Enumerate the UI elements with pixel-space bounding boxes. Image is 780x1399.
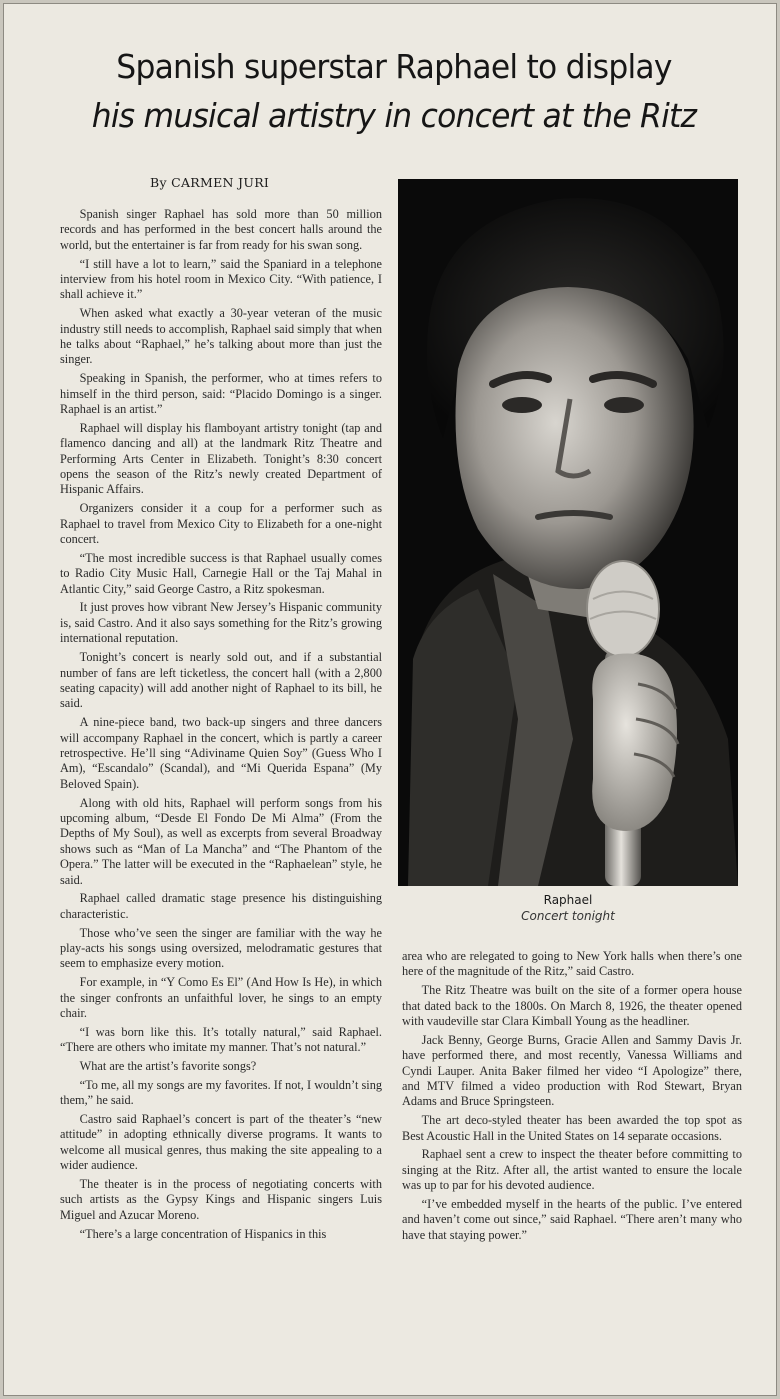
article-paragraph: A nine-piece band, two back-up singers and three dancers will accompany Raphael in the concert, which is partly a career retrospective. He’ll sing “Adiviname Quien Soy” (Guess Who I Am), “Escandalo” (Scandal), and “Mi Querida Espana” (My Beloved Spain). — [60, 715, 382, 791]
article-paragraph: For example, in “Y Como Es El” (And How Is He), in which the singer confronts an unfaithful lover, he sings to an empty chair. — [60, 975, 382, 1020]
article-paragraph: The Ritz Theatre was built on the site of a former opera house that dated back to the 1800s. On March 8, 1926, the theater opened with vaudeville star Clara Kimball Young as the headliner. — [402, 983, 742, 1029]
article-paragraph: It just proves how vibrant New Jersey’s Hispanic community is, said Castro. And it also says something for the Ritz’s growing international reputation. — [60, 600, 382, 646]
article-paragraph: Along with old hits, Raphael will perform songs from his upcoming album, “Desde El Fondo De Mi Alma” (From the Depths of My Soul), as well as excerpts from several Broadway shows such as “Man of La Mancha” and “The Phantom of the Opera.” The latter will be executed in the “Raphaelean” style, he said. — [60, 795, 382, 887]
raphael-portrait-image — [398, 179, 738, 886]
article-paragraph: Spanish singer Raphael has sold more than 50 million records and has performed in the best concert halls around the world, but the entertainer is far from ready for his swan song. — [60, 207, 382, 252]
caption-name: Raphael — [543, 893, 593, 907]
headline — [43, 42, 746, 140]
article-paragraph: “There’s a large concentration of Hispanics in this — [79, 1226, 327, 1241]
article-column-left — [60, 207, 382, 1245]
article-column-right — [402, 949, 742, 1247]
article-paragraph: Raphael called dramatic stage presence his distinguishing characteristic. — [60, 891, 382, 921]
caption-subtitle: Concert tonight — [521, 909, 615, 923]
article-paragraph: area who are relegated to going to New York halls when there’s one here of the magnitude of the Ritz,” said Castro. — [402, 949, 742, 979]
article-paragraph: Tonight’s concert is nearly sold out, and if a substantial number of fans are left ticketless, the concert hall (with a 2,800 seating capacity) will add another night of Raphael to its bill, he said. — [60, 650, 382, 711]
article-paragraph: “The most incredible success is that Raphael usually comes to Radio City Music Hall, Carnegie Hall or the Taj Mahal in Atlantic City,” said George Castro, a Ritz spokesman. — [60, 550, 382, 596]
article-paragraph: Organizers consider it a coup for a performer such as Raphael to travel from Mexico City to Elizabeth for a one-night concert. — [60, 501, 382, 547]
article-paragraph: The art deco-styled theater has been awarded the top spot as Best Acoustic Hall in the United States on 14 separate occasions. — [402, 1113, 742, 1143]
headline-line-1: Spanish superstar Raphael to display — [116, 47, 672, 86]
newspaper-page — [3, 3, 777, 1396]
raphael-photo — [398, 179, 738, 886]
byline: By CARMEN JURI — [150, 175, 270, 190]
article-paragraph: When asked what exactly a 30-year veteran of the music industry still needs to accomplish, Raphael said simply that when he talks about “Raphael,” he’s talking about more than just the singer. — [60, 306, 382, 367]
article-paragraph: What are the artist’s favorite songs? — [79, 1058, 257, 1073]
article-paragraph: “I’ve embedded myself in the hearts of the public. I’ve entered and haven’t come out since,” said Raphael. “There aren’t many who have that staying power.” — [402, 1197, 742, 1242]
article-paragraph: Castro said Raphael’s concert is part of the theater’s “new attitude” in adopting ethnically diverse programs. It wants to welcome all musical genres, thus making the site appealing to a wider audience. — [60, 1111, 382, 1173]
article-paragraph: Jack Benny, George Burns, Gracie Allen and Sammy Davis Jr. have performed there, and most recently, Vanessa Williams and Cyndi Lauper. Anita Baker filmed her video “I Apologize” there, and MTV filmed a video production with Rod Stewart, Bryan Adams and Bruce Springsteen. — [402, 1032, 742, 1109]
photo-caption — [398, 892, 738, 924]
article-paragraph: “To me, all my songs are my favorites. If not, I wouldn’t sing them,” he said. — [60, 1077, 382, 1108]
headline-line-2: his musical artistry in concert at the Ritz — [91, 96, 697, 135]
article-paragraph: “I was born like this. It’s totally natural,” said Raphael. “There are others who imitate my manner. That’s not natural.” — [60, 1024, 382, 1055]
article-paragraph: Raphael will display his flamboyant artistry tonight (tap and flamenco dancing and all) at the landmark Ritz Theatre and Performing Arts Center in Elizabeth. Tonight’s 8:30 concert opens the season of the Ritz’s newly created Department of Hispanic Affairs. — [60, 420, 382, 497]
article-paragraph: Speaking in Spanish, the performer, who at times refers to himself in the third person, said: “Placido Domingo is a singer. Raphael is an artist.” — [60, 371, 382, 417]
article-paragraph: The theater is in the process of negotiating concerts with such artists as the Gypsy Kings and Hispanic singers Luis Miguel and Azucar Moreno. — [60, 1177, 382, 1222]
article-paragraph: “I still have a lot to learn,” said the Spaniard in a telephone interview from his hotel room in Mexico City. “With patience, I shall achieve it.” — [60, 256, 382, 302]
article-paragraph: Raphael sent a crew to inspect the theater before committing to singing at the Ritz. After all, the artist wanted to ensure the locale was up to par for his devoted audience. — [402, 1147, 742, 1193]
article-paragraph: Those who’ve seen the singer are familiar with the way he play-acts his songs using oversized, melodramatic gestures that seem to emphasize every motion. — [60, 925, 382, 971]
